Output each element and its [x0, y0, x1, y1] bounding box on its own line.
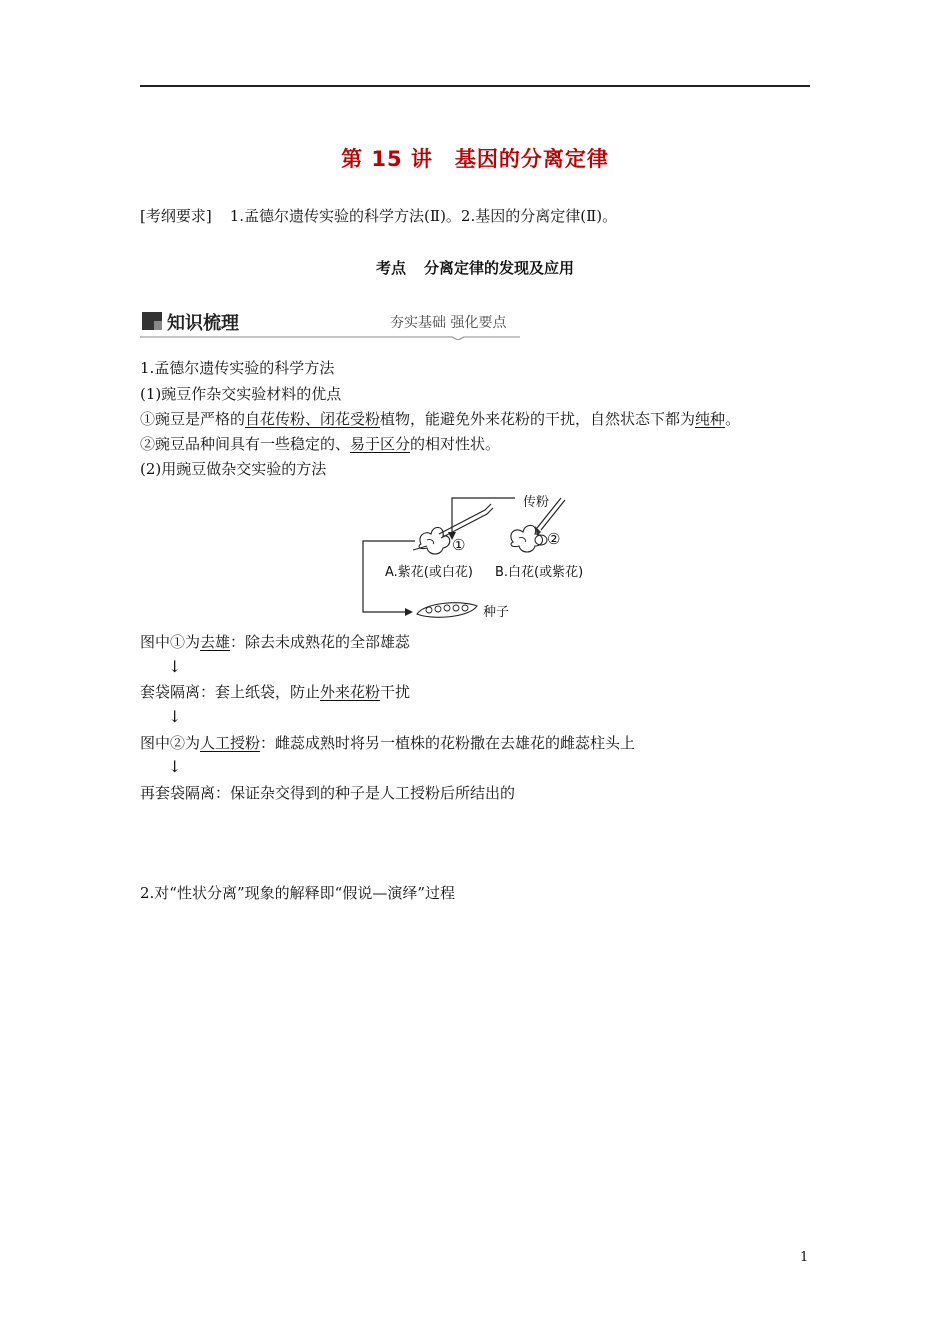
- pollination-path: [452, 498, 515, 536]
- step-1-text-a: 图中①为: [140, 633, 201, 651]
- exam-point-heading: [0, 257, 950, 278]
- title-main: 基因的分离定律: [454, 147, 609, 171]
- flower-a-label: A.紫花(或白花): [385, 565, 473, 580]
- exam-point-label: 考点: [375, 259, 406, 277]
- section-square-icon: [142, 312, 162, 330]
- header-rule: [140, 85, 810, 87]
- flow-arrow-icon-2: ↓: [168, 707, 182, 726]
- flow-arrowhead: [405, 608, 413, 616]
- section-band-tagline: 夯实基础 强化要点: [390, 315, 507, 331]
- forceps-drawing: [439, 504, 493, 538]
- l3-underlined-1: 自花传粉、闭花受粉: [245, 410, 381, 428]
- body-line-5: (2)用豌豆做杂交实验的方法: [140, 460, 327, 478]
- knowledge-section-band: [140, 308, 520, 340]
- requirements-label: [考纲要求]: [140, 207, 212, 225]
- page-number: 1: [800, 1250, 809, 1265]
- flow-arrow-icon-3: ↓: [168, 757, 182, 776]
- step-1-text-b: ：除去未成熟花的全部雄蕊: [230, 633, 411, 651]
- flow-arrow-icon-1: ↓: [168, 657, 182, 676]
- l3-text-c: 。: [725, 410, 741, 428]
- l3-text-a: ①豌豆是严格的: [140, 410, 246, 428]
- l4-text-b: 的相对性状。: [410, 435, 501, 453]
- step-1-marker: ①: [452, 536, 466, 554]
- hybridization-figure: [355, 488, 605, 623]
- title-prefix: 第 15 讲: [341, 147, 433, 171]
- step-3-text-b: ：雌蕊成熟时将另一植株的花粉撒在去雄花的雌蕊柱头上: [260, 734, 636, 752]
- step-2-underlined: 外来花粉: [320, 683, 381, 701]
- body-line-2: (1)豌豆作杂交实验材料的优点: [140, 385, 342, 403]
- l3-text-b: 植物，能避免外来花粉的干扰，自然状态下都为: [380, 410, 696, 428]
- step-3: [140, 733, 635, 753]
- step-4: 再套袋隔离：保证杂交得到的种子是人工授粉后所结出的: [140, 784, 516, 802]
- l4-underlined: 易于区分: [350, 435, 411, 453]
- requirements-text: 1.孟德尔遗传实验的科学方法(Ⅱ)。2.基因的分离定律(Ⅱ)。: [229, 207, 618, 225]
- l4-text-a: ②豌豆品种间具有一些稳定的、: [140, 435, 351, 453]
- step-2-text-b: 干扰: [380, 683, 411, 701]
- section-band-title: 知识梳理: [167, 313, 239, 334]
- page-title: [0, 143, 950, 173]
- l3-underlined-2: 纯种: [695, 410, 726, 428]
- step-1: [140, 632, 410, 652]
- step-3-underlined: 人工授粉: [200, 734, 261, 752]
- step-3-text-a: 图中②为: [140, 734, 201, 752]
- step-1-underlined: 去雄: [200, 633, 231, 651]
- seed-label: 种子: [483, 605, 510, 620]
- exam-point-text: 分离定律的发现及应用: [424, 259, 575, 277]
- section-2-heading: 2.对“性状分离”现象的解释即“假说—演绎”过程: [140, 884, 455, 902]
- step-2-text-a: 套袋隔离：套上纸袋，防止: [140, 683, 321, 701]
- pollination-label: 传粉: [523, 495, 550, 510]
- flower-b-label: B.白花(或紫花): [495, 565, 584, 580]
- step-2: [140, 682, 410, 702]
- body-line-1: 1.孟德尔遗传实验的科学方法: [140, 359, 335, 377]
- body-line-4: [140, 434, 500, 454]
- seed-pod-drawing: [417, 603, 477, 618]
- step-2-marker: ②: [547, 530, 561, 548]
- body-line-3: [140, 409, 740, 429]
- exam-requirements: [140, 205, 617, 226]
